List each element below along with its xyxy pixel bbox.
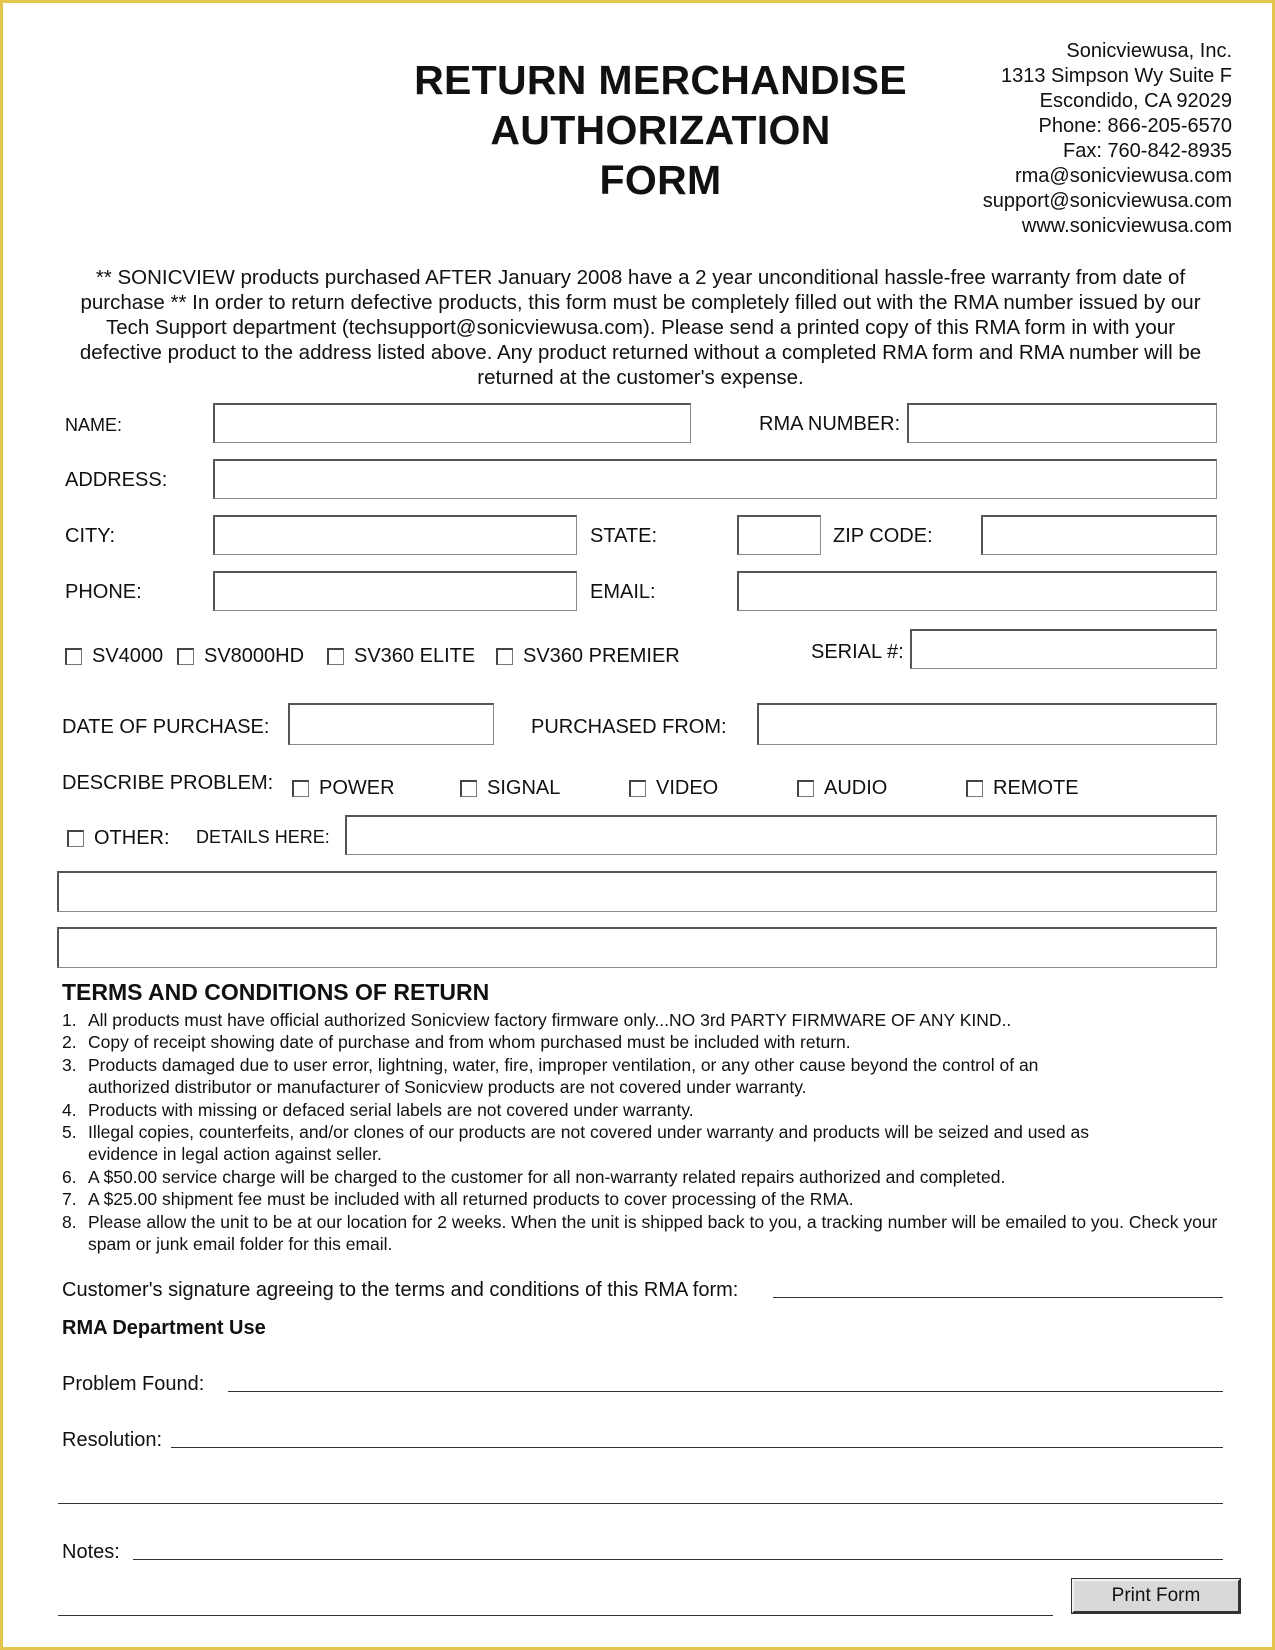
company-rma-email: rma@sonicviewusa.com	[1014, 165, 1232, 187]
terms-item-number: 5.	[62, 1122, 77, 1143]
form-title	[303, 55, 1018, 205]
terms-title: TERMS AND CONDITIONS OF RETURN	[62, 979, 490, 1005]
notes-line-1[interactable]	[133, 1559, 1223, 1560]
email-label: EMAIL:	[590, 581, 656, 603]
phone-label: PHONE:	[65, 581, 142, 603]
rma-department-title: RMA Department Use	[62, 1317, 266, 1339]
title-line-3: FORM	[599, 157, 722, 203]
problem-other-option[interactable]	[67, 827, 170, 850]
signature-label: Customer's signature agreeing to the terms and conditions of this RMA form:	[62, 1279, 739, 1301]
resolution-label: Resolution:	[62, 1429, 163, 1451]
zip-code-field[interactable]	[981, 515, 1217, 555]
company-street: 1313 Simpson Wy Suite F	[1000, 65, 1232, 87]
company-address-block	[983, 39, 1232, 239]
details-field-3[interactable]	[57, 927, 1217, 968]
video-label: VIDEO	[656, 777, 719, 799]
problem-found-line[interactable]	[228, 1391, 1223, 1392]
terms-item-number: 2.	[62, 1032, 77, 1053]
notes-label: Notes:	[62, 1541, 120, 1563]
terms-item-number: 8.	[62, 1211, 77, 1232]
details-field-2[interactable]	[57, 871, 1217, 912]
terms-item-text: All products must have official authorized Sonicview factory firmware only...NO 3rd PARTY FIRMWARE OF ANY KIND..	[88, 1010, 1012, 1030]
problem-power-option[interactable]	[292, 777, 395, 800]
remote-label: REMOTE	[993, 777, 1079, 799]
terms-item-text: Products damaged due to user error, lightning, water, fire, improper ventilation, or any other cause beyond the control of an authorized distributor or manufacturer of Sonicview products are not covered under warranty.	[88, 1054, 1039, 1098]
purchased-from-label: PURCHASED FROM:	[531, 716, 727, 738]
title-line-2: AUTHORIZATION	[490, 107, 831, 153]
terms-item-text: Illegal copies, counterfeits, and/or clones of our products are not covered under warranty and products will be seized and used as evidence in legal action against seller.	[88, 1122, 1089, 1165]
problem-remote-option[interactable]	[966, 777, 1079, 800]
sv8000hd-checkbox[interactable]	[177, 648, 194, 665]
terms-item-number: 3.	[62, 1054, 77, 1075]
sv360-premier-checkbox[interactable]	[496, 648, 513, 665]
audio-label: AUDIO	[824, 777, 888, 799]
sv4000-label: SV4000	[92, 645, 164, 667]
company-name: Sonicviewusa, Inc.	[1066, 40, 1232, 62]
sv360-elite-label: SV360 ELITE	[354, 645, 476, 667]
rma-number-field[interactable]	[907, 403, 1217, 443]
video-checkbox[interactable]	[629, 780, 646, 797]
signal-label: SIGNAL	[487, 777, 561, 799]
terms-list	[62, 1009, 1222, 1255]
city-label: CITY:	[65, 525, 116, 547]
date-of-purchase-field[interactable]	[288, 703, 494, 745]
company-support-email: support@sonicviewusa.com	[982, 190, 1232, 212]
terms-item-text: Products with missing or defaced serial labels are not covered under warranty.	[88, 1099, 694, 1120]
other-checkbox[interactable]	[67, 830, 84, 847]
terms-item-text: Please allow the unit to be at our location for 2 weeks. When the unit is shipped back to you, a tracking number will be emailed to you. Check your spam or junk email folder for this email.	[88, 1211, 1218, 1255]
remote-checkbox[interactable]	[966, 780, 983, 797]
phone-field[interactable]	[213, 571, 577, 611]
terms-item	[62, 1054, 1222, 1099]
resolution-line-1[interactable]	[171, 1447, 1223, 1448]
product-sv360-elite-option[interactable]	[327, 645, 475, 668]
terms-item	[62, 1031, 1222, 1053]
purchased-from-field[interactable]	[757, 703, 1217, 745]
notes-line-2[interactable]	[58, 1615, 1053, 1616]
serial-number-field[interactable]	[910, 629, 1217, 669]
state-field[interactable]	[737, 515, 821, 555]
terms-item-number: 1.	[62, 1010, 77, 1030]
terms-item-number: 7.	[62, 1189, 77, 1210]
product-sv8000hd-option[interactable]	[177, 645, 304, 668]
date-of-purchase-label: DATE OF PURCHASE:	[62, 716, 270, 738]
terms-item-text: A $25.00 shipment fee must be included with all returned products to cover processing of the RMA.	[88, 1189, 854, 1210]
title-line-1: RETURN MERCHANDISE	[414, 57, 907, 103]
signature-line[interactable]	[773, 1297, 1223, 1298]
address-label: ADDRESS:	[65, 469, 168, 491]
name-field[interactable]	[213, 403, 691, 443]
power-label: POWER	[319, 777, 395, 799]
rma-number-label: RMA NUMBER:	[759, 413, 901, 435]
email-field[interactable]	[737, 571, 1217, 611]
serial-number-label: SERIAL #:	[811, 641, 904, 663]
terms-item-number: 4.	[62, 1099, 77, 1120]
terms-item	[62, 1166, 1222, 1188]
sv4000-checkbox[interactable]	[65, 648, 82, 665]
problem-found-label: Problem Found:	[62, 1373, 205, 1395]
product-sv4000-option[interactable]	[65, 645, 163, 668]
terms-item	[62, 1009, 1222, 1031]
address-field[interactable]	[213, 459, 1217, 499]
company-website: www.sonicviewusa.com	[1021, 215, 1232, 237]
zip-code-label: ZIP CODE:	[833, 525, 933, 547]
terms-item	[62, 1099, 1222, 1121]
problem-audio-option[interactable]	[797, 777, 887, 800]
other-label: OTHER:	[94, 827, 170, 849]
sv360-premier-label: SV360 PREMIER	[523, 645, 680, 667]
problem-video-option[interactable]	[629, 777, 718, 800]
terms-item-text: Copy of receipt showing date of purchase and from whom purchased must be included with return.	[88, 1032, 851, 1053]
name-label: NAME:	[65, 415, 123, 435]
state-label: STATE:	[590, 525, 658, 547]
warranty-intro-paragraph: ** SONICVIEW products purchased AFTER January 2008 have a 2 year unconditional hassle-free warranty from date of purchase ** In order to return defective products, this form must be completely filled out with the RMA number issued by our Tech Support department (techsupport@sonicviewusa.com). Please send a printed copy of this RMA form in with your defective product to the address listed above. Any product returned without a completed RMA form and RMA number will be returned at the customer's expense.	[79, 266, 1202, 389]
power-checkbox[interactable]	[292, 780, 309, 797]
signal-checkbox[interactable]	[460, 780, 477, 797]
terms-item-text: A $50.00 service charge will be charged to the customer for all non-warranty related repairs authorized and completed.	[88, 1166, 1006, 1187]
sv360-elite-checkbox[interactable]	[327, 648, 344, 665]
company-city: Escondido, CA 92029	[1039, 90, 1232, 112]
city-field[interactable]	[213, 515, 577, 555]
company-fax: Fax: 760-842-8935	[1062, 140, 1232, 162]
resolution-line-2[interactable]	[58, 1503, 1223, 1504]
terms-item	[62, 1121, 1222, 1166]
details-here-label: DETAILS HERE:	[196, 827, 330, 847]
company-phone: Phone: 866-205-6570	[1038, 115, 1232, 137]
terms-item	[62, 1211, 1222, 1256]
problem-signal-option[interactable]	[460, 777, 560, 800]
print-form-button[interactable]: Print Form	[1072, 1579, 1240, 1613]
audio-checkbox[interactable]	[797, 780, 814, 797]
sv8000hd-label: SV8000HD	[204, 645, 305, 667]
terms-item	[62, 1188, 1222, 1210]
terms-item-number: 6.	[62, 1166, 77, 1187]
product-sv360-premier-option[interactable]	[496, 645, 680, 668]
describe-problem-label: DESCRIBE PROBLEM:	[62, 772, 274, 794]
details-field-1[interactable]	[345, 815, 1217, 855]
